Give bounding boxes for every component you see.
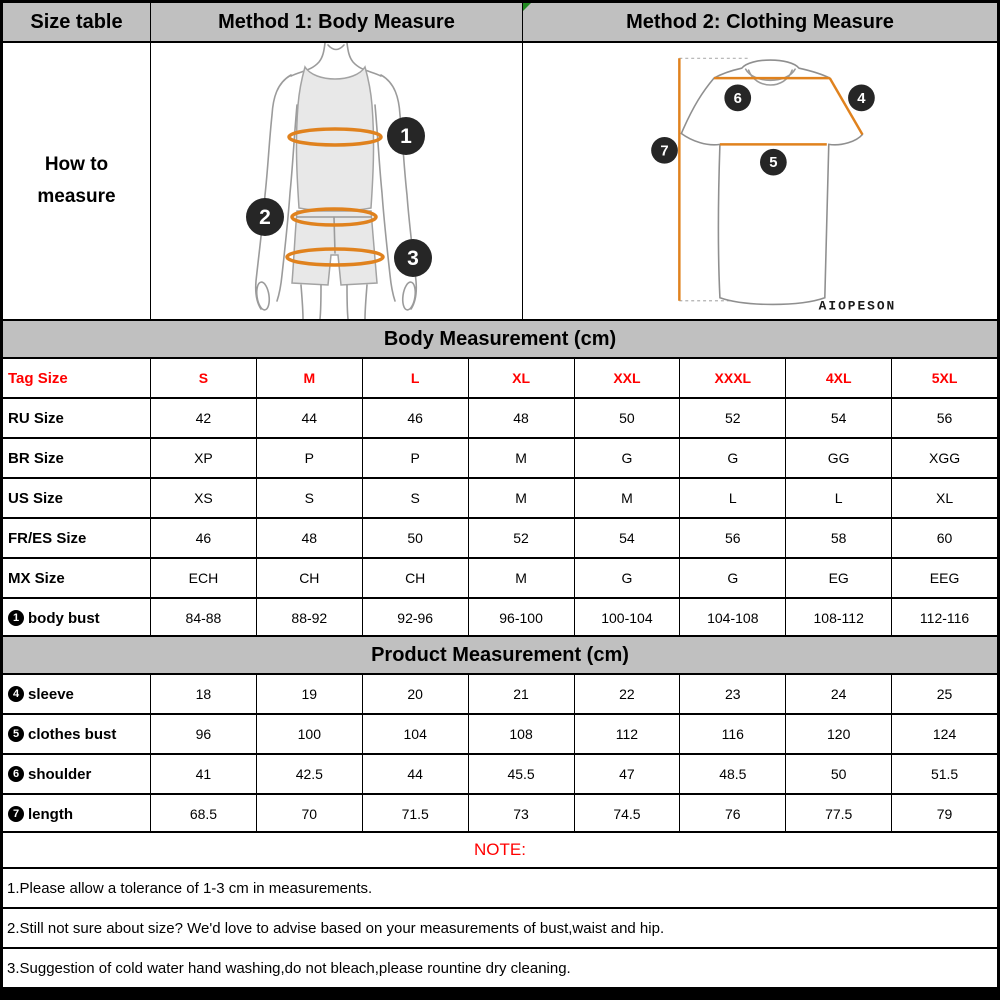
size-value-cell: 54	[575, 519, 680, 557]
row-label: 4 sleeve	[3, 675, 150, 713]
note-item-3: 3.Suggestion of cold water hand washing,do not bleach,please rountine dry cleaning.	[3, 949, 997, 987]
size-value-cell: M	[469, 479, 574, 517]
bust-marker	[387, 117, 425, 155]
note-item-2: 2.Still not sure about size? We'd love to advise based on your measurements of bust,waist and hip.	[3, 909, 997, 947]
size-value-cell: 60	[892, 519, 997, 557]
size-value-cell: 46	[363, 399, 468, 437]
size-value-cell: 124	[892, 715, 997, 753]
size-value-cell: G	[680, 439, 785, 477]
size-value-cell: XXXL	[680, 359, 785, 397]
size-value-cell: 96	[151, 715, 256, 753]
note-title: NOTE:	[3, 831, 997, 867]
size-table-header: Size table	[3, 3, 150, 41]
row-label: FR/ES Size	[3, 519, 150, 557]
circled-1-icon: 1	[8, 610, 24, 626]
size-value-cell: 24	[786, 675, 891, 713]
size-value-cell: 88-92	[257, 599, 362, 637]
row-label: Tag Size	[3, 359, 150, 397]
row-label: BR Size	[3, 439, 150, 477]
clothes-bust-marker	[760, 149, 787, 176]
size-value-cell: 56	[680, 519, 785, 557]
size-value-cell: M	[575, 479, 680, 517]
size-value-cell: 116	[680, 715, 785, 753]
size-value-cell: 45.5	[469, 755, 574, 793]
size-value-cell: 108-112	[786, 599, 891, 637]
size-value-cell: EEG	[892, 559, 997, 597]
size-value-cell: 44	[257, 399, 362, 437]
size-value-cell: 25	[892, 675, 997, 713]
size-value-cell: 70	[257, 795, 362, 833]
size-value-cell: 20	[363, 675, 468, 713]
size-value-cell: 68.5	[151, 795, 256, 833]
size-value-cell: M	[257, 359, 362, 397]
product-measurement-band: Product Measurement (cm)	[3, 635, 997, 673]
size-value-cell: S	[257, 479, 362, 517]
size-value-cell: 79	[892, 795, 997, 833]
size-value-cell: 112-116	[892, 599, 997, 637]
size-value-cell: 100	[257, 715, 362, 753]
row-label: US Size	[3, 479, 150, 517]
size-value-cell: 48.5	[680, 755, 785, 793]
notes-list	[3, 867, 997, 985]
size-value-cell: 42	[151, 399, 256, 437]
size-value-cell: 71.5	[363, 795, 468, 833]
size-value-cell: S	[151, 359, 256, 397]
size-value-cell: 77.5	[786, 795, 891, 833]
circled-4-icon: 4	[8, 686, 24, 702]
brand-label: AIOPESON	[818, 298, 897, 314]
row-label: RU Size	[3, 399, 150, 437]
svg-text:4: 4	[857, 90, 866, 107]
size-value-cell: 42.5	[257, 755, 362, 793]
size-value-cell: L	[680, 479, 785, 517]
size-value-cell: ECH	[151, 559, 256, 597]
body-measure-illustration	[151, 43, 522, 319]
body-measurement-band: Body Measurement (cm)	[3, 319, 997, 357]
size-value-cell: G	[575, 559, 680, 597]
body-measurement-table	[3, 357, 997, 635]
size-value-cell: 112	[575, 715, 680, 753]
size-value-cell: 58	[786, 519, 891, 557]
size-value-cell: M	[469, 559, 574, 597]
size-value-cell: 76	[680, 795, 785, 833]
size-value-cell: XP	[151, 439, 256, 477]
size-value-cell: XGG	[892, 439, 997, 477]
clothing-measure-illustration	[523, 43, 997, 319]
size-value-cell: 104	[363, 715, 468, 753]
size-value-cell: 74.5	[575, 795, 680, 833]
size-value-cell: 18	[151, 675, 256, 713]
size-value-cell: 19	[257, 675, 362, 713]
row-label: 7 length	[3, 795, 150, 833]
method2-header-label: Method 2: Clothing Measure	[626, 10, 894, 33]
size-value-cell: P	[363, 439, 468, 477]
size-value-cell: 5XL	[892, 359, 997, 397]
size-value-cell: 22	[575, 675, 680, 713]
svg-text:5: 5	[769, 155, 778, 172]
size-value-cell: S	[363, 479, 468, 517]
size-value-cell: 46	[151, 519, 256, 557]
size-value-cell: 96-100	[469, 599, 574, 637]
size-value-cell: 50	[363, 519, 468, 557]
svg-text:1: 1	[400, 125, 412, 148]
size-value-cell: CH	[257, 559, 362, 597]
circled-7-icon: 7	[8, 806, 24, 822]
size-value-cell: 108	[469, 715, 574, 753]
svg-text:3: 3	[407, 247, 419, 270]
body-figure-svg	[151, 43, 522, 319]
size-value-cell: 100-104	[575, 599, 680, 637]
size-value-cell: 92-96	[363, 599, 468, 637]
size-value-cell: EG	[786, 559, 891, 597]
size-value-cell: M	[469, 439, 574, 477]
size-value-cell: 54	[786, 399, 891, 437]
size-value-cell: CH	[363, 559, 468, 597]
size-value-cell: 48	[469, 399, 574, 437]
top-section	[3, 3, 997, 319]
size-value-cell: 84-88	[151, 599, 256, 637]
svg-text:2: 2	[259, 206, 271, 229]
size-value-cell: 47	[575, 755, 680, 793]
circled-5-icon: 5	[8, 726, 24, 742]
row-label: MX Size	[3, 559, 150, 597]
size-value-cell: 73	[469, 795, 574, 833]
method1-header: Method 1: Body Measure	[151, 3, 522, 41]
size-value-cell: GG	[786, 439, 891, 477]
length-marker	[651, 137, 678, 164]
note-item-1: 1.Please allow a tolerance of 1-3 cm in measurements.	[3, 869, 997, 907]
size-value-cell: 104-108	[680, 599, 785, 637]
size-value-cell: 56	[892, 399, 997, 437]
svg-text:6: 6	[733, 90, 742, 107]
row-label: 1 body bust	[3, 599, 150, 637]
size-value-cell: G	[680, 559, 785, 597]
size-value-cell: 48	[257, 519, 362, 557]
svg-text:7: 7	[660, 143, 669, 160]
size-value-cell: XL	[469, 359, 574, 397]
size-value-cell: 4XL	[786, 359, 891, 397]
size-value-cell: 50	[786, 755, 891, 793]
size-value-cell: 52	[469, 519, 574, 557]
size-value-cell: G	[575, 439, 680, 477]
size-value-cell: XS	[151, 479, 256, 517]
how-to-measure-label: How to measure	[3, 43, 150, 319]
circled-6-icon: 6	[8, 766, 24, 782]
size-value-cell: L	[363, 359, 468, 397]
row-label: 5 clothes bust	[3, 715, 150, 753]
waist-marker	[246, 198, 284, 236]
size-value-cell: XXL	[575, 359, 680, 397]
tshirt-figure-svg	[523, 43, 997, 319]
row-label: 6 shoulder	[3, 755, 150, 793]
size-value-cell: 41	[151, 755, 256, 793]
size-value-cell: XL	[892, 479, 997, 517]
product-measurement-table	[3, 673, 997, 831]
size-value-cell: L	[786, 479, 891, 517]
shoulder-marker	[724, 85, 751, 112]
size-value-cell: 50	[575, 399, 680, 437]
hip-marker	[394, 239, 432, 277]
size-value-cell: 23	[680, 675, 785, 713]
sleeve-marker	[848, 85, 875, 112]
size-value-cell: P	[257, 439, 362, 477]
method2-header	[523, 3, 997, 41]
green-corner-icon	[523, 3, 531, 11]
size-value-cell: 44	[363, 755, 468, 793]
size-value-cell: 52	[680, 399, 785, 437]
size-value-cell: 21	[469, 675, 574, 713]
size-value-cell: 51.5	[892, 755, 997, 793]
size-value-cell: 120	[786, 715, 891, 753]
